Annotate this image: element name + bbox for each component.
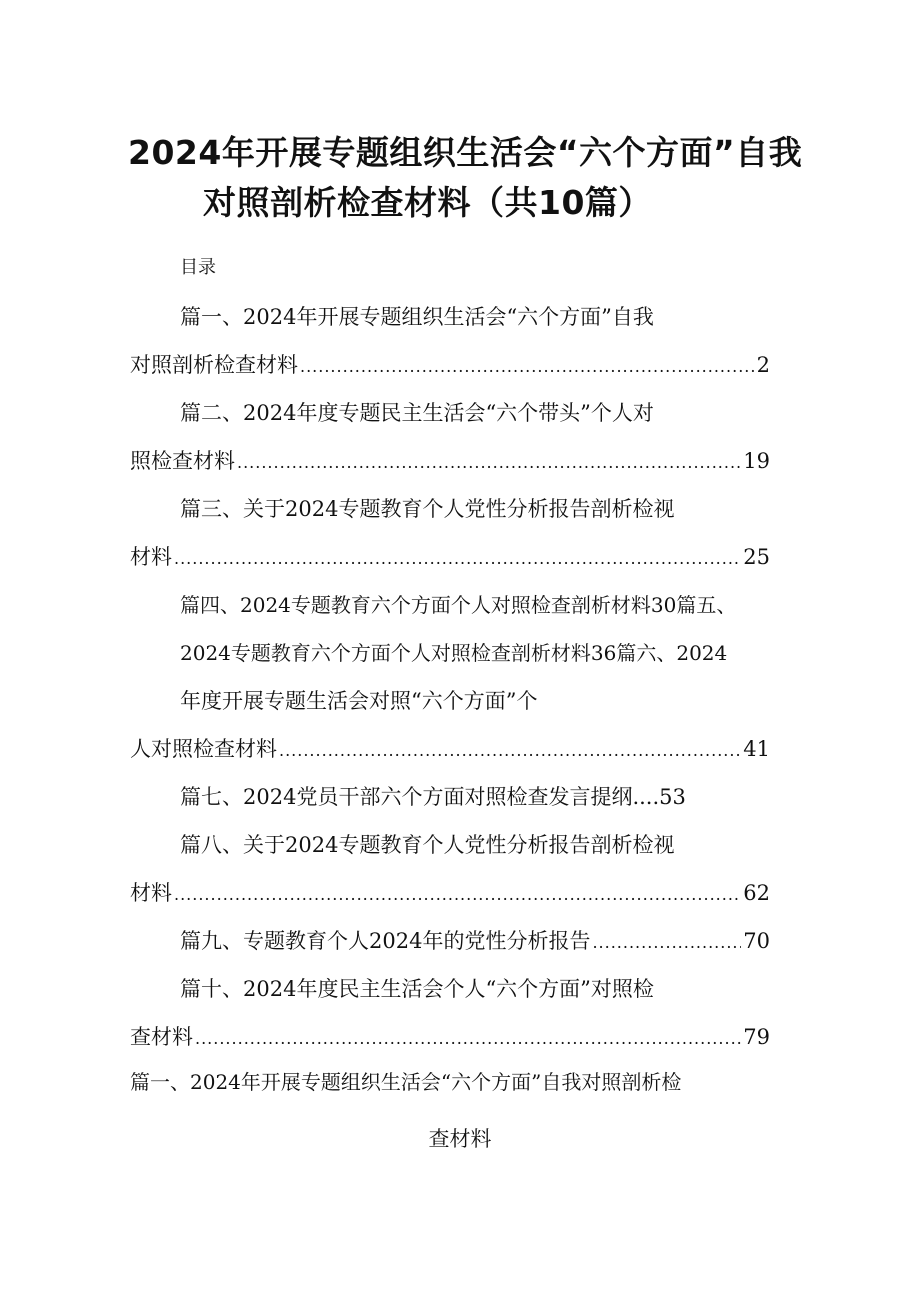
toc-entry-1[interactable] — [130, 350, 770, 382]
toc-entry-6-page: 41 — [743, 737, 770, 761]
leader-dots — [279, 736, 741, 766]
document-title-line-2: 对照剖析检查材料（共10篇） — [203, 183, 652, 222]
toc-entry-9[interactable] — [180, 926, 770, 958]
toc-entry-4-line-4: 人对照检查材料 — [130, 737, 277, 761]
toc-entry-1-page: 2 — [756, 353, 770, 377]
toc-entry-10[interactable] — [130, 1022, 770, 1054]
toc-entry-1-line-1: 篇一、2024年开展专题组织生活会“六个方面”自我 — [180, 305, 654, 329]
toc-entry-7[interactable]: 篇七、2024党员干部六个方面对照检查发言提纲....53 — [180, 785, 686, 809]
body-section-heading-line-1: 篇一、2024年开展专题组织生活会“六个方面”自我对照剖析检 — [130, 1070, 682, 1094]
toc-entry-4-line-3: 年度开展专题生活会对照“六个方面”个 — [180, 689, 538, 713]
leader-dots — [300, 352, 755, 382]
toc-entry-8-line-1: 篇八、关于2024专题教育个人党性分析报告剖析检视 — [180, 833, 675, 857]
toc-entry-2-page: 19 — [743, 449, 770, 473]
toc-entry-1-line-2: 对照剖析检查材料 — [130, 353, 298, 377]
leader-dots — [174, 544, 741, 574]
leader-dots — [592, 928, 741, 958]
toc-entry-6[interactable] — [130, 734, 770, 766]
toc-entry-10-line-1: 篇十、2024年度民主生活会个人“六个方面”对照检 — [180, 977, 654, 1001]
toc-entry-2-line-2: 照检查材料 — [130, 449, 235, 473]
toc-entry-8[interactable] — [130, 878, 770, 910]
leader-dots — [174, 880, 741, 910]
toc-entry-10-line-2: 查材料 — [130, 1025, 193, 1049]
leader-dots — [195, 1024, 741, 1054]
body-section-heading-line-2: 查材料 — [428, 1127, 492, 1151]
leader-dots — [237, 448, 741, 478]
toc-entry-3[interactable] — [130, 542, 770, 574]
toc-entry-3-page: 25 — [743, 545, 770, 569]
toc-entry-2[interactable] — [130, 446, 770, 478]
toc-heading: 目录 — [180, 257, 216, 278]
toc-entry-8-line-2: 材料 — [130, 881, 172, 905]
toc-entry-2-line-1: 篇二、2024年度专题民主生活会“六个带头”个人对 — [180, 401, 654, 425]
toc-entry-4-line-1: 篇四、2024专题教育六个方面个人对照检查剖析材料30篇五、 — [180, 593, 737, 617]
toc-entry-8-page: 62 — [743, 881, 770, 905]
document-title-line-1: 2024年开展专题组织生活会“六个方面”自我 — [128, 133, 803, 172]
toc-entry-9-line-1: 篇九、专题教育个人2024年的党性分析报告 — [180, 929, 591, 953]
toc-entry-3-line-2: 材料 — [130, 545, 172, 569]
toc-entry-10-page: 79 — [743, 1025, 770, 1049]
toc-entry-4-line-2: 2024专题教育六个方面个人对照检查剖析材料36篇六、2024 — [180, 641, 728, 665]
toc-entry-9-page: 70 — [743, 929, 770, 953]
toc-entry-3-line-1: 篇三、关于2024专题教育个人党性分析报告剖析检视 — [180, 497, 675, 521]
